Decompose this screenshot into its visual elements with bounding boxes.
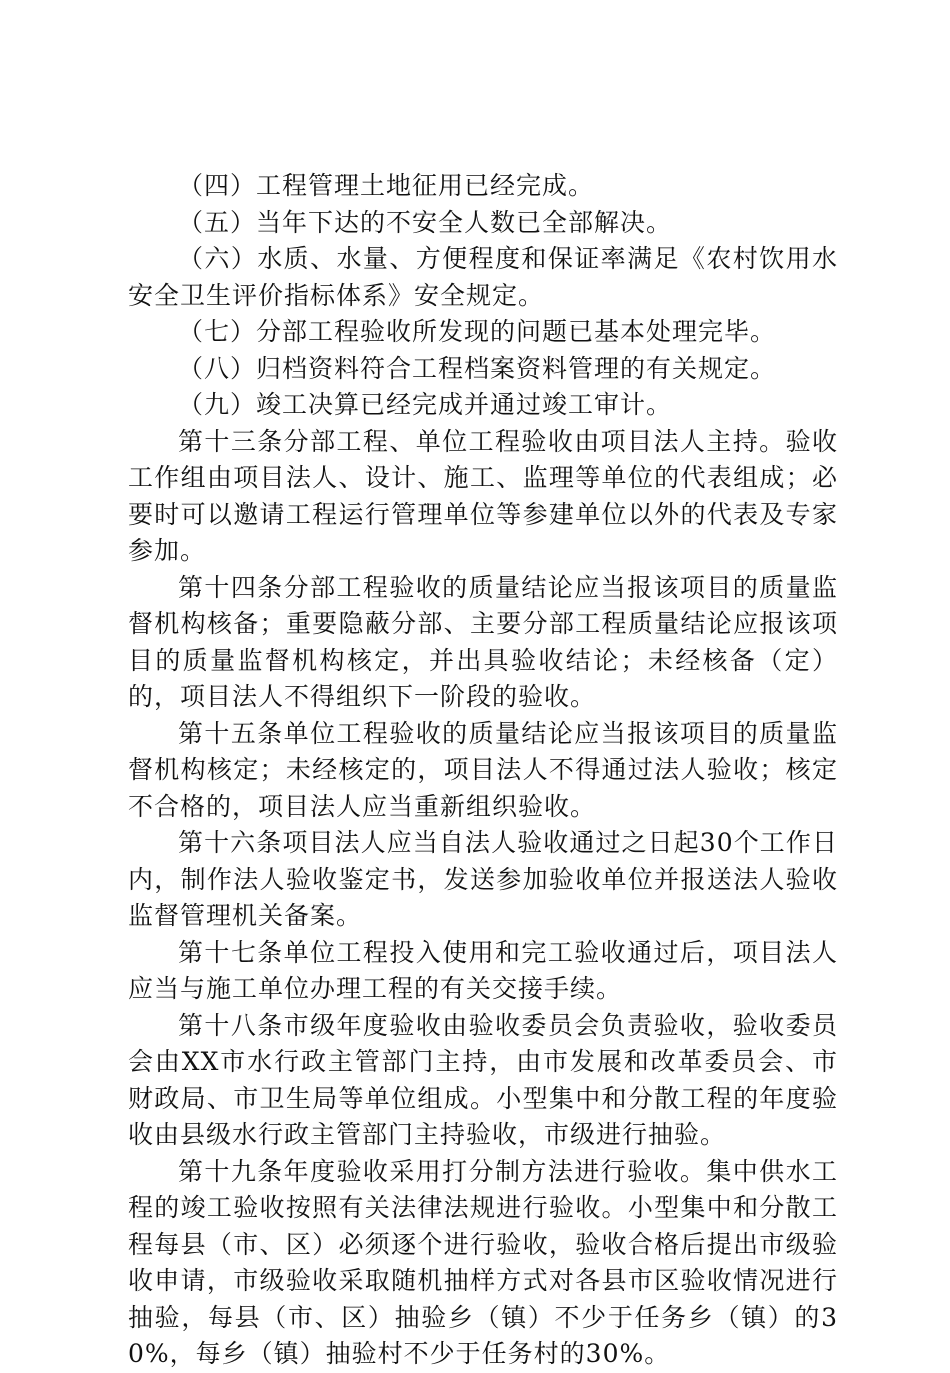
article-19: 第十九条年度验收采用打分制方法进行验收。集中供水工程的竣工验收按照有关法律法规进行验收。小型集中和分散工程每县（市、区）必须逐个进行验收，验收合格后提出市级验收申请，市级验收采取随机抽样方式对各县市区验收情况进行抽验，每县（市、区）抽验乡（镇）不少于任务乡（镇）的30%，每乡（镇）抽验村不少于任务村的30%。 xyxy=(128,1156,838,1368)
paragraph-item-7: （七）分部工程验收所发现的问题已基本处理完毕。 xyxy=(178,317,777,346)
paragraph-item-4: （四）工程管理土地征用已经完成。 xyxy=(178,171,595,200)
document-body xyxy=(128,168,838,1373)
article-16: 第十六条项目法人应当自法人验收通过之日起30个工作日内，制作法人验收鉴定书，发送参加验收单位并报送法人验收监督管理机关备案。 xyxy=(128,828,838,930)
article-14: 第十四条分部工程验收的质量结论应当报该项目的质量监督机构核备；重要隐蔽分部、主要分部工程质量结论应报该项目的质量监督机构核定，并出具验收结论；未经核备（定）的，项目法人不得组织下一阶段的验收。 xyxy=(128,572,838,711)
article-18: 第十八条市级年度验收由验收委员会负责验收，验收委员会由XX市水行政主管部门主持，由市发展和改革委员会、市财政局、市卫生局等单位组成。小型集中和分散工程的年度验收由县级水行政主管部门主持验收，市级进行抽验。 xyxy=(128,1010,838,1149)
article-13: 第十三条分部工程、单位工程验收由项目法人主持。验收工作组由项目法人、设计、施工、监理等单位的代表组成；必要时可以邀请工程运行管理单位等参建单位以外的代表及专家参加。 xyxy=(128,426,838,565)
paragraph-item-9: （九）竣工决算已经完成并通过竣工审计。 xyxy=(178,390,673,419)
article-17: 第十七条单位工程投入使用和完工验收通过后，项目法人应当与施工单位办理工程的有关交接手续。 xyxy=(128,937,838,1003)
paragraph-item-8: （八）归档资料符合工程档案资料管理的有关规定。 xyxy=(178,353,777,383)
paragraph-item-5: （五）当年下达的不安全人数已全部解决。 xyxy=(178,207,673,237)
article-15: 第十五条单位工程验收的质量结论应当报该项目的质量监督机构核定；未经核定的，项目法人不得通过法人验收；核定不合格的，项目法人应当重新组织验收。 xyxy=(128,718,838,821)
paragraph-item-6: （六）水质、水量、方便程度和保证率满足《农村饮用水安全卫生评价指标体系》安全规定。 xyxy=(128,244,838,310)
